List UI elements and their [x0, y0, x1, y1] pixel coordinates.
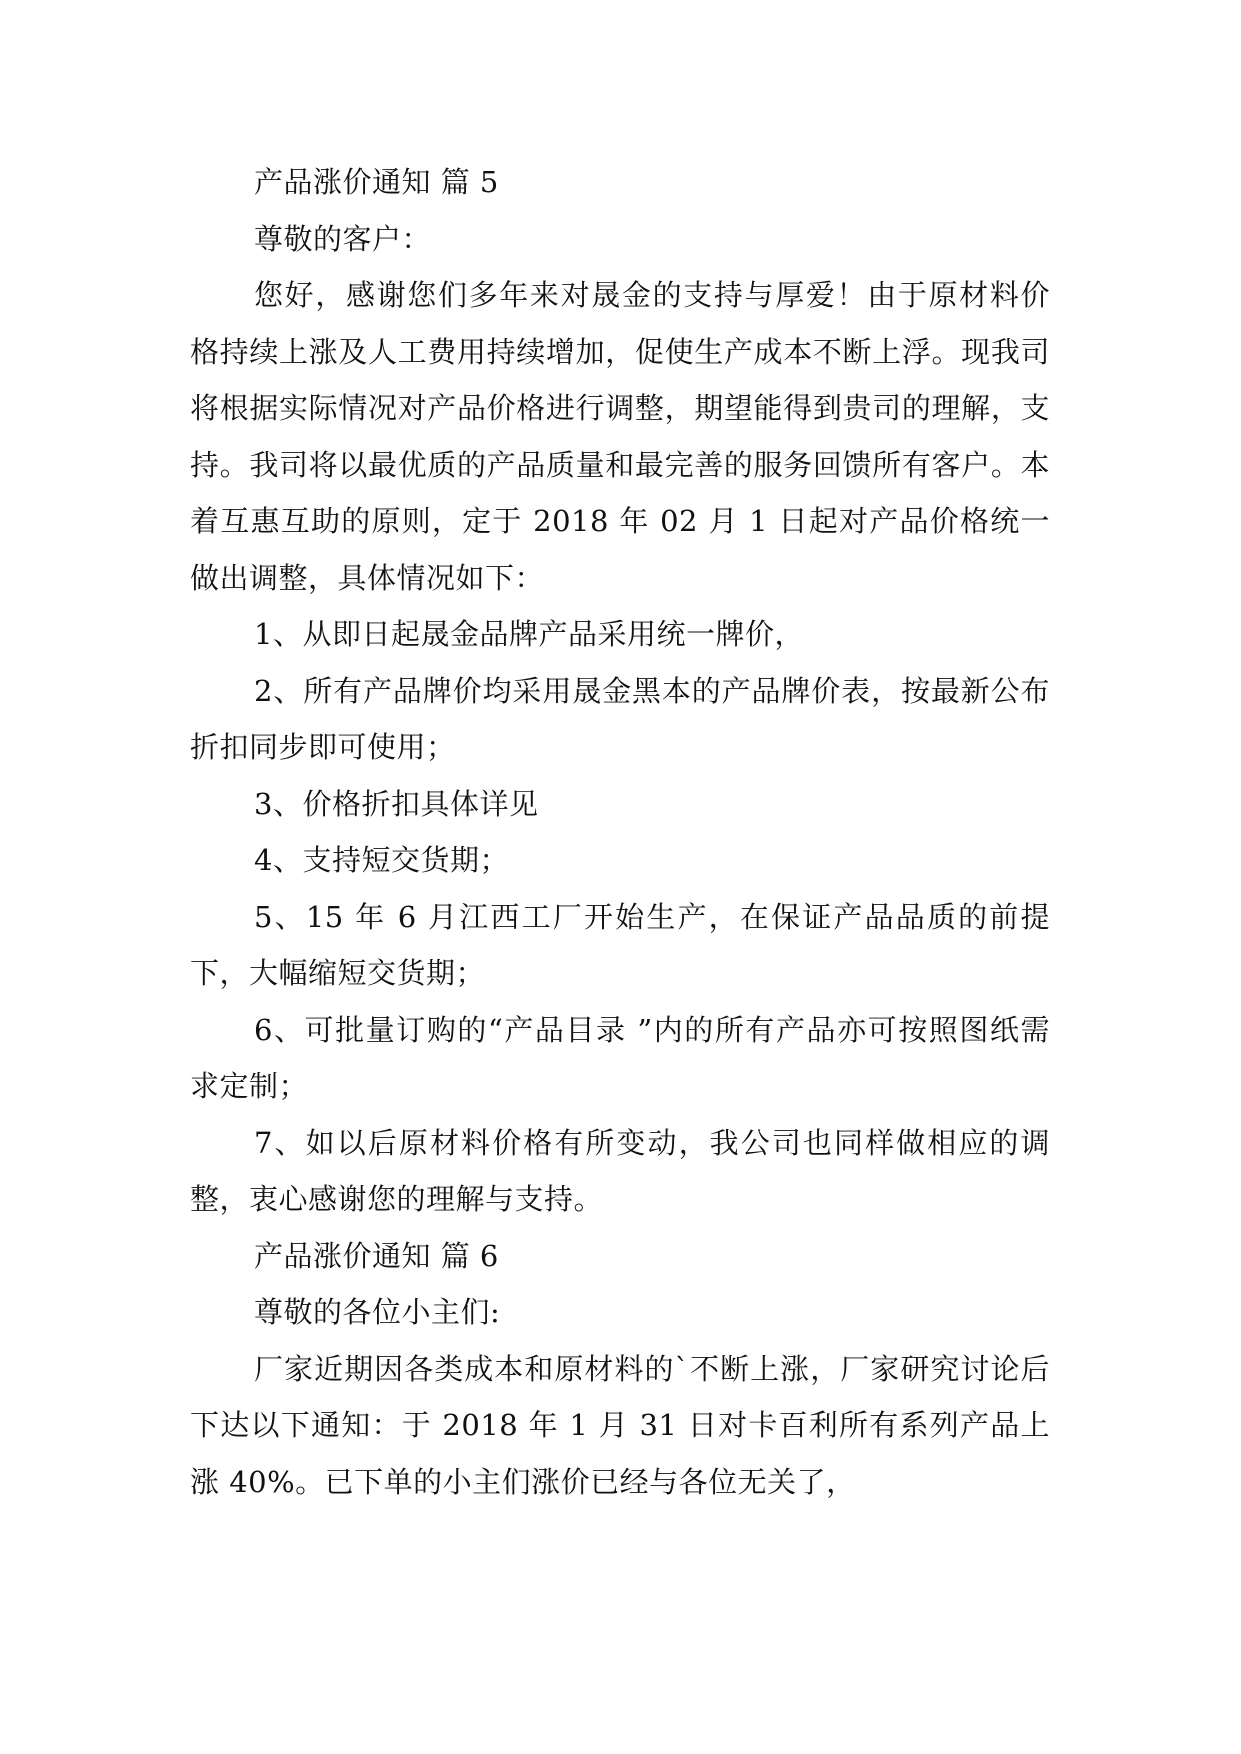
section-5-item-5: 5、15 年 6 月江西工厂开始生产，在保证产品品质的前提下，大幅缩短交货期； [190, 899, 1050, 990]
section-5-intro-paragraph: 您好，感谢您们多年来对晟金的支持与厚爱！由于原材料价格持续上涨及人工费用持续增加，促使生产成本不断上浮。现我司将根据实际情况对产品价格进行调整，期望能得到贵司的理解，支持。我司将以最优质的产品质量和最完善的服务回馈所有客户。本着互惠互助的原则，定于 2018 年 02 月 1 日起对产品价格统一做出调整，具体情况如下： [190, 278, 1050, 595]
section-5-title: 产品涨价通知 篇 5 [254, 165, 499, 199]
section-5-item-4: 4、支持短交货期； [254, 843, 509, 877]
document-page [190, 154, 1050, 1510]
section-6-intro-paragraph: 厂家近期因各类成本和原材料的`不断上涨，厂家研究讨论后下达以下通知：于 2018 年 1 月 31 日对卡百利所有系列产品上涨 40%。已下单的小主们涨价已经与各位无关了， [190, 1351, 1050, 1499]
section-5-item-2: 2、所有产品牌价均采用晟金黑本的产品牌价表，按最新公布折扣同步即可使用； [190, 673, 1050, 764]
section-5-item-1: 1、从即日起晟金品牌产品采用统一牌价， [254, 617, 804, 651]
section-6-title: 产品涨价通知 篇 6 [254, 1238, 499, 1273]
section-5-item-3: 3、价格折扣具体详见 [254, 786, 539, 821]
section-6-greeting: 尊敬的各位小主们: [254, 1295, 501, 1329]
section-5-item-7: 7、如以后原材料价格有所变动，我公司也同样做相应的调整，衷心感谢您的理解与支持。 [190, 1125, 1050, 1216]
section-5-item-6: 6、可批量订购的“产品目录 ”内的所有产品亦可按照图纸需求定制； [190, 1012, 1050, 1103]
section-5-greeting: 尊敬的客户： [254, 221, 432, 256]
